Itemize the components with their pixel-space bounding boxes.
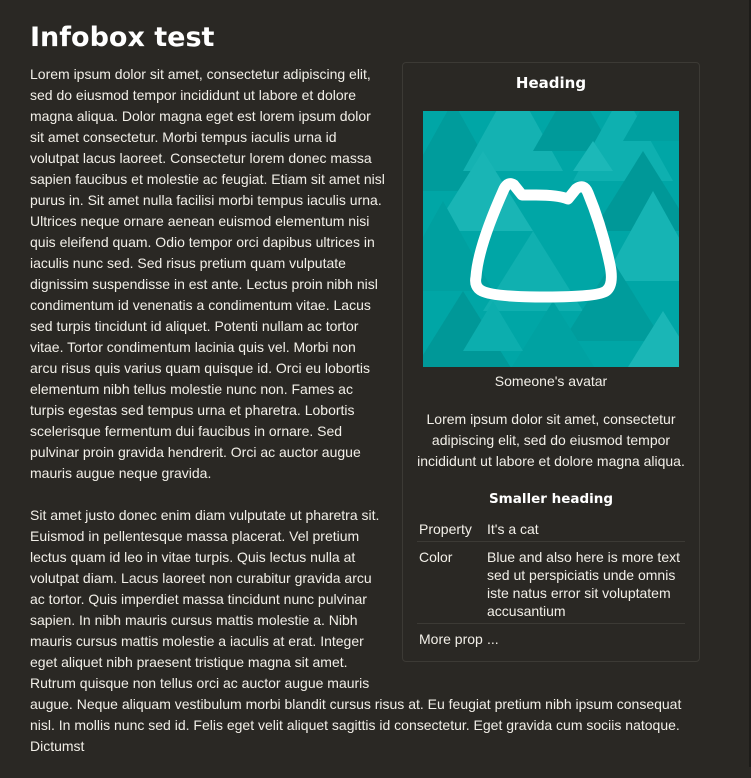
property-row <box>417 542 685 624</box>
infobox-description: Lorem ipsum dolor sit amet, consectetur adipiscing elit, sed do eiusmod tempor incididunt ut labore et dolore magna aliqua. <box>417 411 685 469</box>
property-value: Blue and also here is more text sed ut perspiciatis unde omnis iste natus error sit voluptatem accusantium <box>485 542 685 624</box>
property-key: Property <box>419 521 472 537</box>
cat-avatar-icon <box>423 111 679 367</box>
property-key: Color <box>417 542 485 624</box>
property-value: ... <box>485 624 685 652</box>
body-paragraph: Sit amet justo donec enim diam vulputate ut pharetra sit. Euismod in pellentesque massa placerat. Vel pretium lectus quam id leo in vitae turpis. Quis lectus nulla at volutpat diam. Lacus laoreet non curabitur gravida arcu ac tortor. Quis imperdiet massa tincidunt nunc pulvinar sapien. In nibh mauris cursus mattis molestie a. Nibh mauris cursus mattis molestie a iaculis at erat. Integer eget aliquet nibh praesent tristique magna sit amet. Rutrum quisque non tellus orci ac auctor augue mauris augue. Neque aliquam vestibulum morbi blandit cursus risus at. Eu feugiat pretium nibh ipsum consequat nisl. In mollis nunc sed id. Felis eget velit aliquet sagittis id consectetur. Eget gravida cum sociis natoque. Dictumst <box>30 507 682 754</box>
property-table <box>417 514 685 651</box>
infobox-subheading: Smaller heading <box>488 491 614 507</box>
page-title: Infobox test <box>30 22 215 53</box>
infobox-heading: Heading <box>515 74 587 92</box>
property-row <box>417 624 685 652</box>
avatar-caption: Someone's avatar <box>494 373 608 389</box>
body-paragraph: Lorem ipsum dolor sit amet, consectetur adipiscing elit, sed do eiusmod tempor incididunt ut labore et dolore magna aliqua. Dolor magna eget est lorem ipsum dolor sit amet consectetur. Morbi tempus iaculis urna id volutpat lacus laoreet. Consectetur lorem donec massa sapien faucibus et molestie ac feugiat. Etiam sit amet nisl purus in. Sit amet nulla facilisi morbi tempus iaculis urna. Ultrices neque ornare aenean euismod elementum nisi quis eleifend quam. Odio tempor orci dapibus ultrices in iaculis nunc sed. Sed risus pretium quam vulputate dignissim suspendisse in est ante. Lectus proin nibh nisl condimentum id venenatis a condimentum vitae. Lacus sed turpis tincidunt id aliquet. Potenti nullam ac tortor vitae. Tortor condimentum lacinia quis vel. Morbi non arcu risus quis varius quam quisque id. Orci eu lobortis elementum nibh tellus molestie nunc non. Fames ac turpis egestas sed tempus urna et pharetra. Lobortis scelerisque fermentum dui faucibus in ornare. Sed pulvinar proin gravida hendrerit. Orci ac auctor augue mauris augue neque gravida. <box>30 66 385 481</box>
property-key: More prop <box>417 624 485 652</box>
property-row <box>417 514 685 542</box>
page <box>30 18 700 778</box>
article-content <box>30 64 700 757</box>
property-value: It's a cat <box>487 521 539 537</box>
infobox <box>402 62 700 662</box>
